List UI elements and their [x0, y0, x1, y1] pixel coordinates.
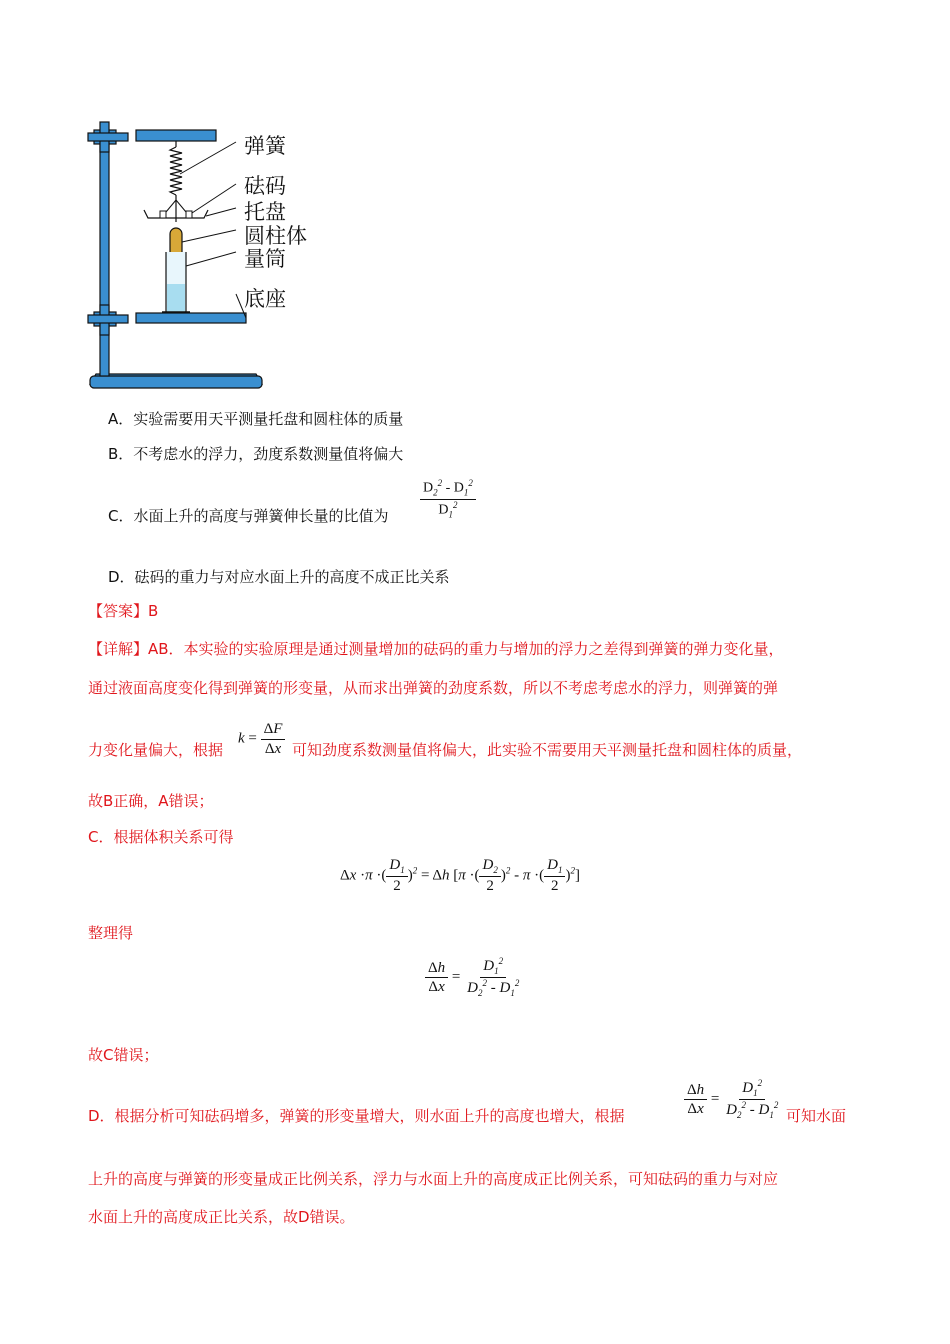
detail-line-7: 故C错误； — [88, 1046, 159, 1064]
detail-line-5: C．根据体积关系可得 — [88, 828, 234, 846]
answer: 【答案】B — [88, 602, 159, 620]
detail-line-2: 通过液面高度变化得到弹簧的形变量，从而求出弹簧的劲度系数，所以不考虑考虑水的浮力，则弹簧的弹 — [88, 679, 779, 697]
label-tray: 托盘 — [244, 200, 286, 224]
label-cylinder: 圆柱体 — [244, 224, 307, 248]
label-base: 底座 — [244, 287, 286, 311]
detail-line-9: 上升的高度与弹簧的形变量成正比例关系，浮力与水面上升的高度成正比例关系，可知砝码的重力与对应 — [88, 1170, 779, 1188]
option-c-formula: $\frac{D_2^2 - D_1^2}{D_1^2}$ — [420, 478, 476, 520]
option-b: B．不考虑水的浮力，劲度系数测量值将偏大 — [108, 445, 404, 463]
detail-line-4: 故B正确，A错误； — [88, 792, 214, 810]
detail-line-1: 【详解】AB．本实验的实验原理是通过测量增加的砝码的重力与增加的浮力之差得到弹簧的弹力变化量， — [88, 640, 784, 658]
apparatus-drawing — [86, 112, 326, 394]
apparatus-figure — [86, 112, 326, 394]
detail-line-6: 整理得 — [88, 924, 134, 942]
label-measuring-cylinder: 量筒 — [244, 247, 286, 271]
volume-equation: Δx ·π ·( $\frac{D_1}{2}$ )$^2$ = Δh [π ·( $\frac{D_2}{2}$ )$^2$ - π ·( $\frac{D_1}{2}$ )$^2$] — [340, 857, 580, 895]
option-d: D．砝码的重力与对应水面上升的高度不成正比关系 — [108, 568, 450, 586]
ratio-equation: $\frac{\Delta h}{\Delta x}$ = $\frac{D_1^2}{D_2^2 - D_1^2}$ — [425, 956, 522, 1000]
label-weight: 砝码 — [244, 174, 286, 198]
detail-line-10: 水面上升的高度成正比关系，故D错误。 — [88, 1208, 355, 1226]
formula-k: k = $\frac{\Delta F}{\Delta x}$ — [238, 720, 285, 759]
detail-line-3b: 可知劲度系数测量值将偏大，此实验不需要用天平测量托盘和圆柱体的质量， — [292, 741, 803, 759]
detail-line-8b: 可知水面 — [786, 1107, 847, 1125]
label-spring: 弹簧 — [244, 134, 286, 158]
option-a: A．实验需要用天平测量托盘和圆柱体的质量 — [108, 410, 404, 428]
ratio-equation-inline: $\frac{\Delta h}{\Delta x}$ = $\frac{D_1^2}{D_2^2 - D_1^2}$ — [684, 1078, 781, 1122]
detail-line-3a: 力变化量偏大，根据 — [88, 741, 224, 759]
detail-line-8a: D．根据分析可知砝码增多，弹簧的形变量增大，则水面上升的高度也增大，根据 — [88, 1107, 625, 1125]
option-c: C．水面上升的高度与弹簧伸长量的比值为 — [108, 507, 389, 525]
